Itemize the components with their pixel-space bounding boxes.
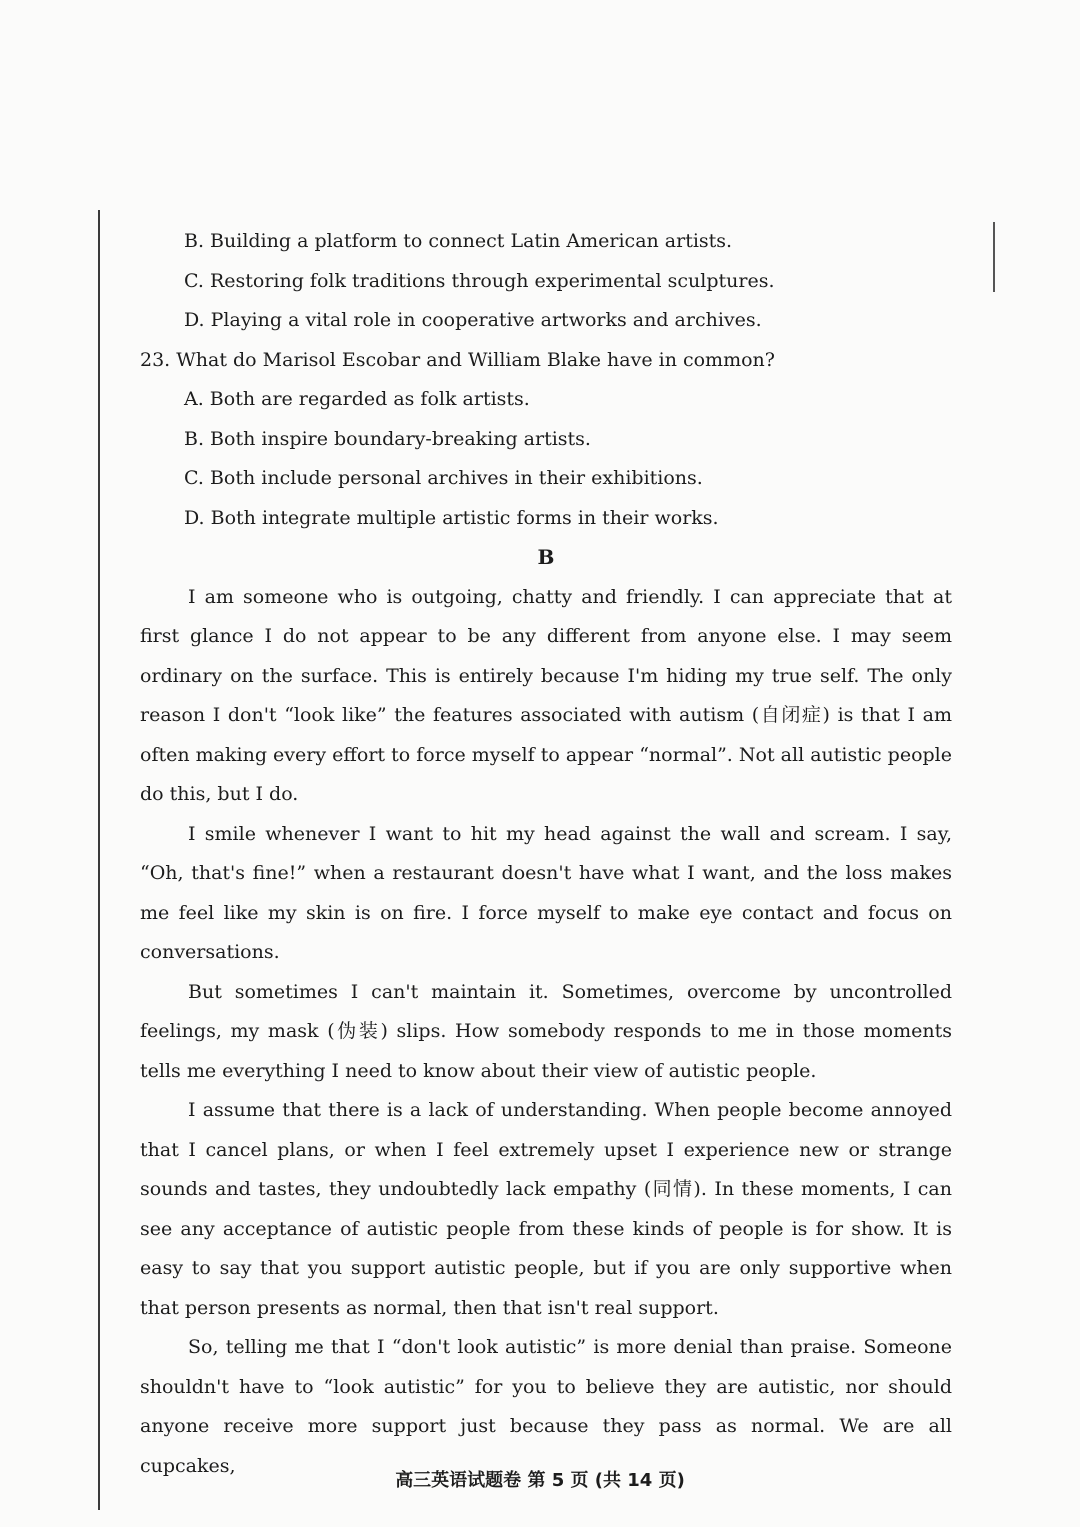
passage-paragraph-1: I am someone who is outgoing, chatty and friendly. I can appreciate that at first glance I do not appear to be any different from anyone else. I may seem ordinary on the surface. This is entirely because I'm hiding my true self. The only reason I don't “look like” the features associated with autism (自闭症) is that I am often making every effort to force myself to appear “normal”. Not all autistic people do this, but I do. [140,585,952,805]
q23-question: 23. What do Marisol Escobar and William Blake have in common? [140,348,775,371]
passage-paragraph-5: So, telling me that I “don't look autistic” is more denial than praise. Someone shouldn't have to “look autistic” for you to believe they are autistic, nor should anyone receive more support just because they pass as normal. We are all cupcakes, [140,1336,952,1477]
q23-option-b: B. Both inspire boundary-breaking artists. [184,427,591,450]
left-margin-line [98,210,100,1510]
passage-paragraph-2: I smile whenever I want to hit my head against the wall and scream. I say, “Oh, that's fine!” when a restaurant doesn't have what I want, and the loss makes me feel like my skin is on fire. I force myself to make eye contact and focus on conversations. [140,822,952,963]
page-footer: 高三英语试题卷 第 5 页 (共 14 页) [395,1470,685,1491]
q23-option-a: A. Both are regarded as folk artists. [184,388,530,410]
section-title: B [537,545,555,569]
q23-option-c: C. Both include personal archives in their exhibitions. [184,467,703,489]
q23-option-d: D. Both integrate multiple artistic forms in their works. [184,506,719,529]
q22-option-b: B. Building a platform to connect Latin American artists. [184,230,733,252]
q22-option-c: C. Restoring folk traditions through experimental sculptures. [184,269,775,292]
passage-paragraph-4: I assume that there is a lack of understanding. When people become annoyed that I cancel plans, or when I feel extremely upset I experience new or strange sounds and tastes, they undoubtedly lack empathy (同情). In these moments, I can see any acceptance of autistic people from these kinds of people is for show. It is easy to say that you support autistic people, but if you are only supportive when that person presents as normal, then that isn't real support. [140,1099,952,1319]
q22-option-d: D. Playing a vital role in cooperative artworks and archives. [184,309,762,331]
page-content [140,222,952,1486]
passage-paragraph-3: But sometimes I can't maintain it. Sometimes, overcome by uncontrolled feelings, my mask (伪装) slips. How somebody responds to me in those moments tells me everything I need to know about their view of autistic people. [140,980,952,1082]
right-margin-line [993,222,995,292]
